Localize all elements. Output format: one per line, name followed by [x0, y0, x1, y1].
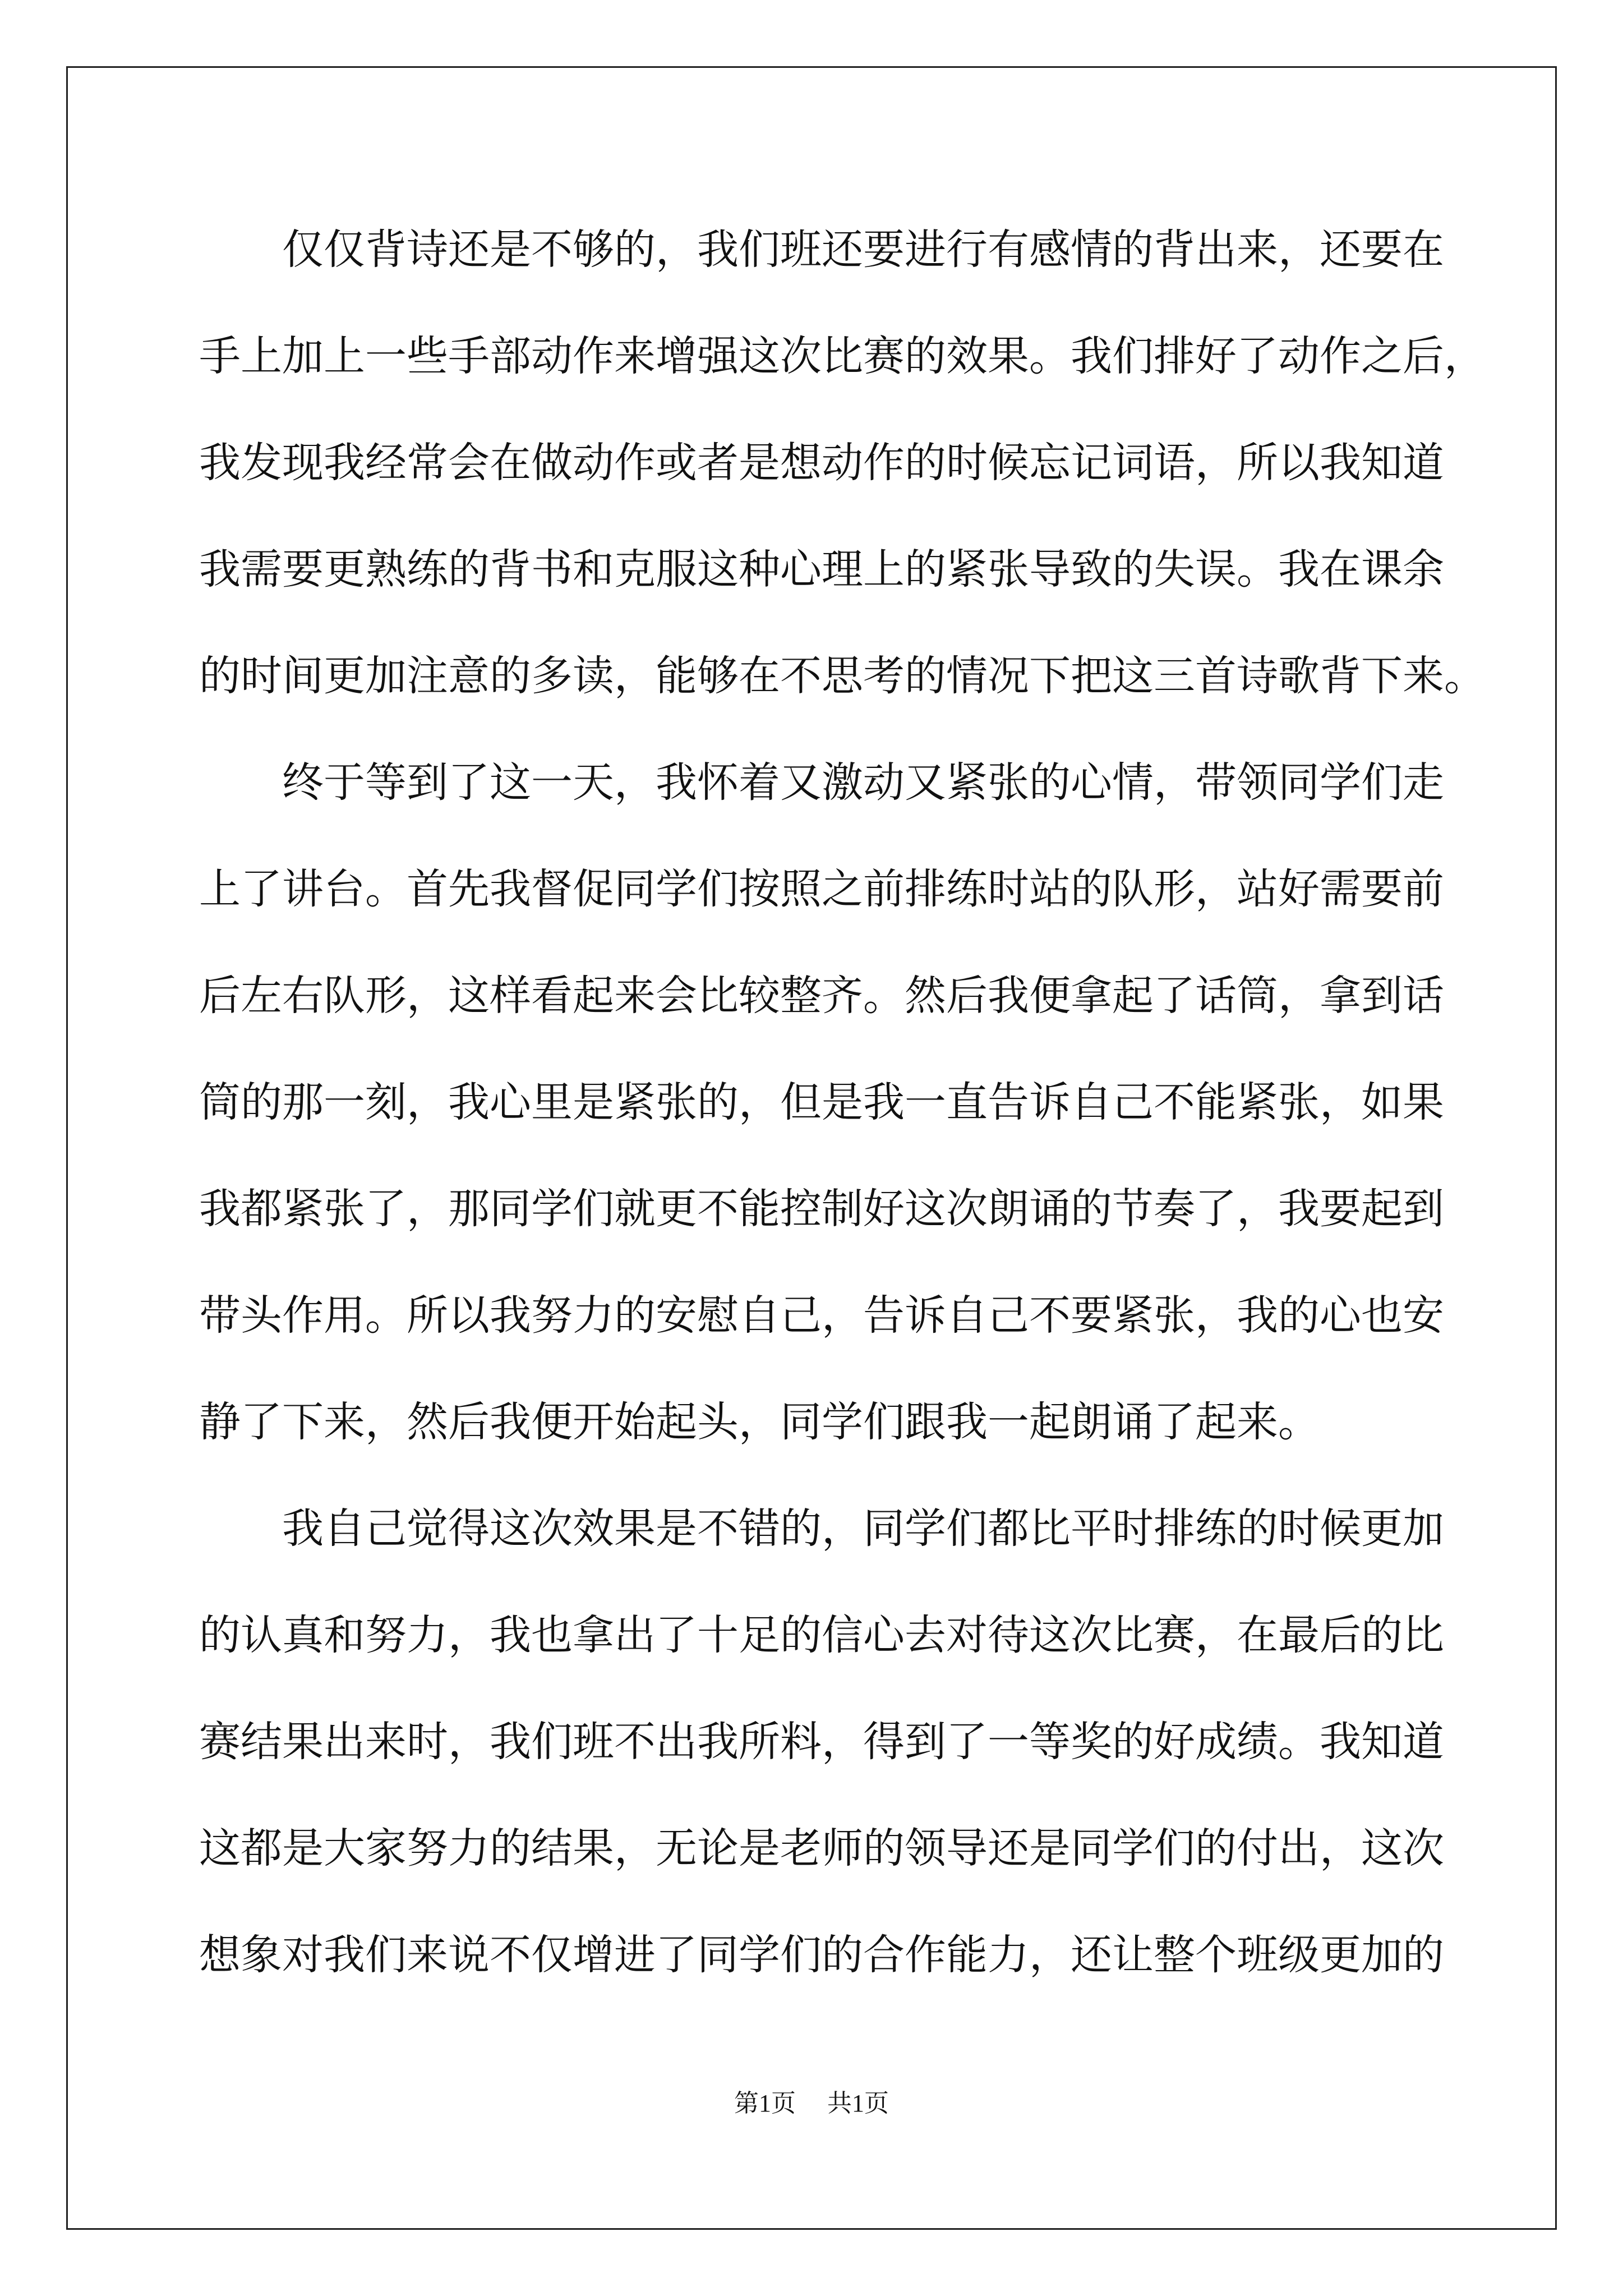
text-line: 我需要更熟练的背书和克服这种心理上的紧张导致的失误。我在课余	[199, 545, 1444, 593]
text-line: 的时间更加注意的多读，能够在不思考的情况下把这三首诗歌背下来。	[199, 652, 1486, 700]
text-line: 想象对我们来说不仅增进了同学们的合作能力，还让整个班级更加的	[199, 1931, 1444, 1979]
page-total: 共1页	[827, 2090, 889, 2117]
page-number: 第1页	[734, 2090, 796, 2117]
text-line: 我自己觉得这次效果是不错的，同学们都比平时排练的时候更加	[282, 1504, 1444, 1553]
text-line: 我都紧张了，那同学们就更不能控制好这次朗诵的节奏了，我要起到	[199, 1185, 1444, 1233]
text-line: 我发现我经常会在做动作或者是想动作的时候忘记词语，所以我知道	[199, 439, 1444, 487]
text-line: 手上加上一些手部动作来增强这次比赛的效果。我们排好了动作之后，	[199, 332, 1486, 380]
text-line: 的认真和努力，我也拿出了十足的信心去对待这次比赛，在最后的比	[199, 1611, 1444, 1659]
text-line: 这都是大家努力的结果，无论是老师的领导还是同学们的付出，这次	[199, 1824, 1444, 1872]
text-line: 终于等到了这一天，我怀着又激动又紧张的心情，带领同学们走	[282, 758, 1444, 807]
text-line: 仅仅背诗还是不够的，我们班还要进行有感情的背出来，还要在	[282, 226, 1444, 274]
text-line: 上了讲台。首先我督促同学们按照之前排练时站的队形，站好需要前	[199, 865, 1444, 913]
text-line: 后左右队形，这样看起来会比较整齐。然后我便拿起了话筒，拿到话	[199, 972, 1444, 1020]
text-line: 筒的那一刻，我心里是紧张的，但是我一直告诉自己不能紧张，如果	[199, 1078, 1444, 1126]
page-footer	[0, 2087, 1623, 2120]
text-line: 带头作用。所以我努力的安慰自己，告诉自己不要紧张，我的心也安	[199, 1291, 1444, 1340]
document-body	[199, 219, 1486, 2031]
text-line: 静了下来，然后我便开始起头，同学们跟我一起朗诵了起来。	[199, 1398, 1320, 1446]
text-line: 赛结果出来时，我们班不出我所料，得到了一等奖的好成绩。我知道	[199, 1718, 1444, 1766]
